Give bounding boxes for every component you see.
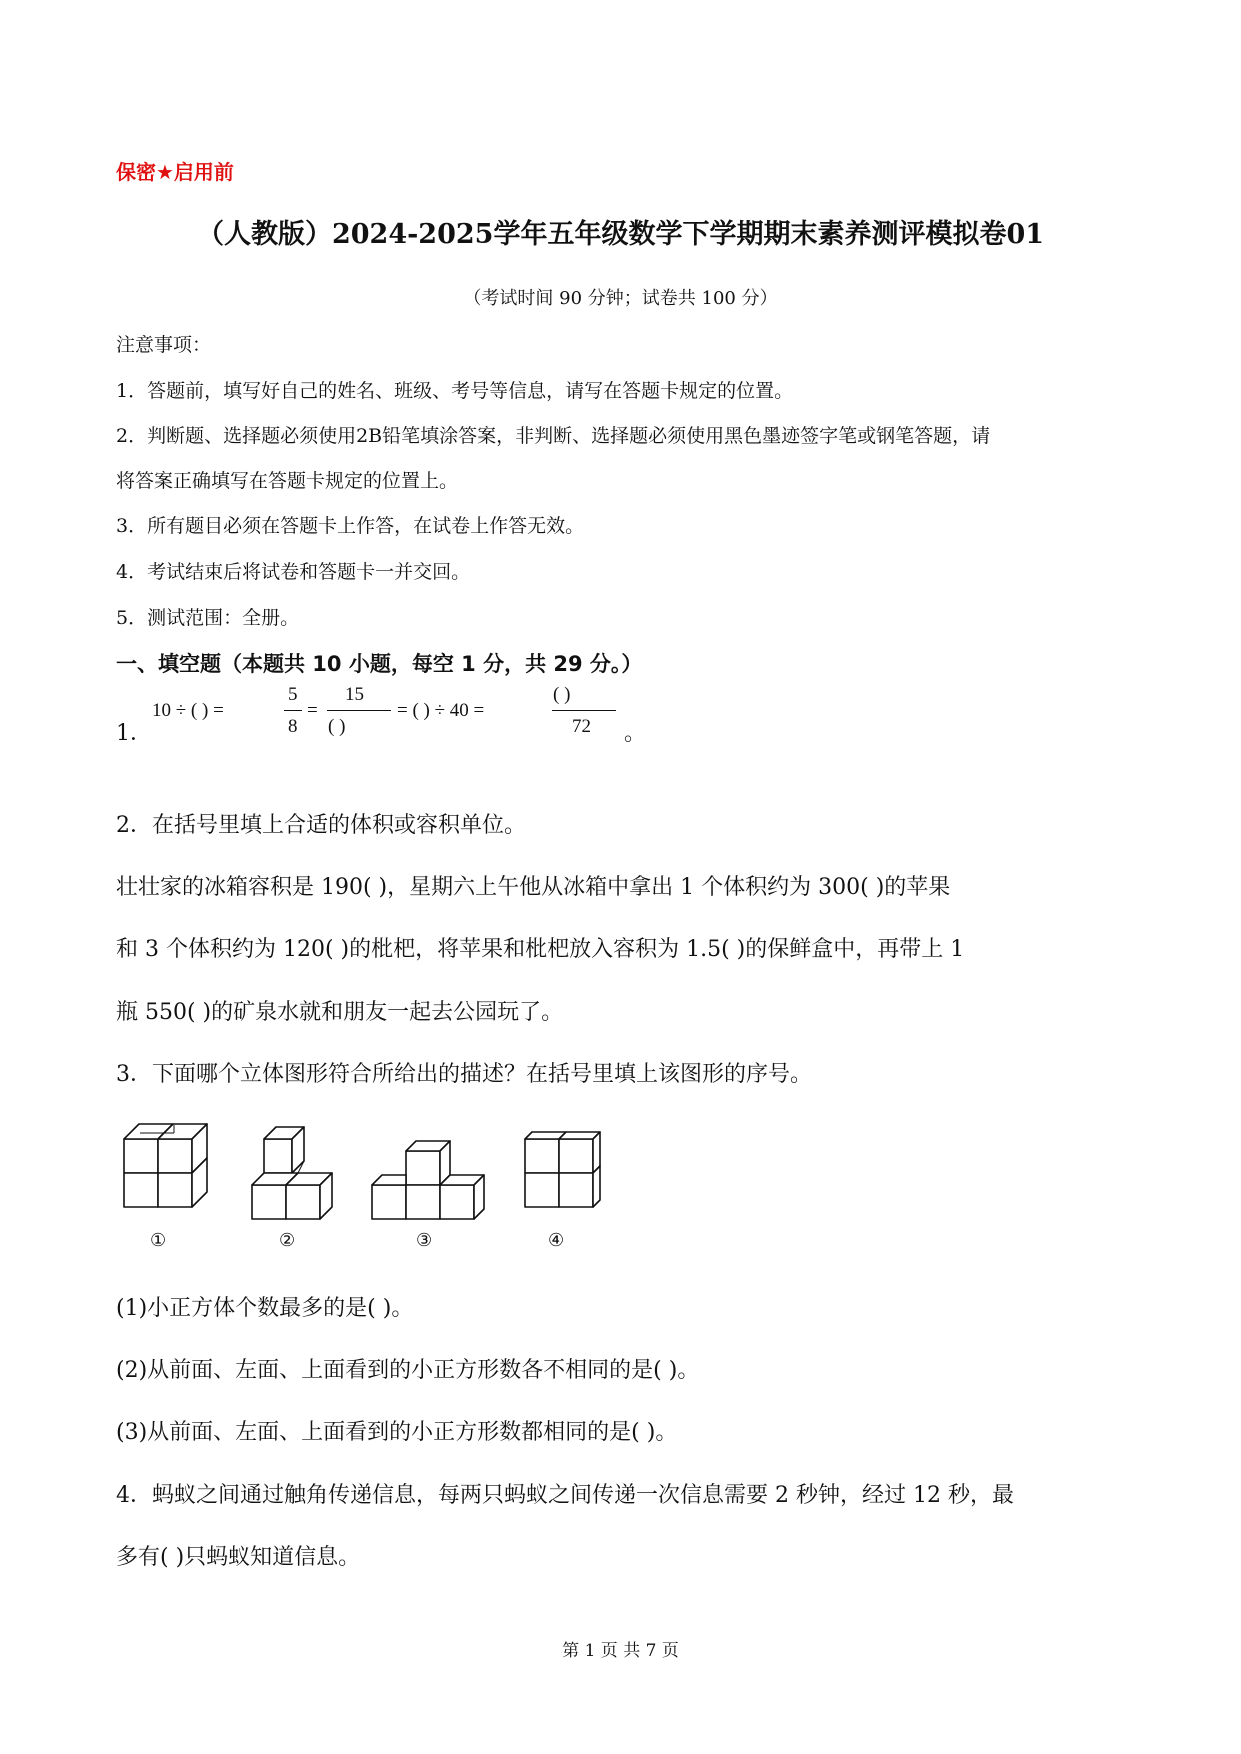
figure-caption: ② — [279, 1230, 296, 1251]
fraction-bar — [284, 710, 302, 711]
figure-2-l-shape — [252, 1127, 332, 1219]
question-text: 4．蚂蚁之间通过触角传递信息，每两只蚂蚁之间传递一次信息需要 2 秒钟，经过 12 秒，最 — [116, 1483, 1014, 1508]
question-text: (2)从前面、左面、上面看到的小正方形数各不相同的是( )。 — [116, 1358, 700, 1383]
section-heading: 一、填空题（本题共 10 小题，每空 1 分，共 29 分。） — [116, 652, 643, 676]
question-text: (1)小正方体个数最多的是( )。 — [116, 1296, 414, 1321]
fraction-numerator: 5 — [288, 684, 298, 705]
fraction-numerator: ( ) — [553, 684, 571, 705]
figure-caption: ③ — [416, 1230, 433, 1251]
figure-4-wall — [525, 1132, 600, 1207]
fraction-bar — [327, 710, 391, 711]
question-text: (3)从前面、左面、上面看到的小正方形数都相同的是( )。 — [116, 1420, 678, 1445]
note-item: 4．考试结束后将试卷和答题卡一并交回。 — [116, 561, 471, 583]
figure-3-t-shape — [372, 1141, 484, 1219]
question-text: 和 3 个体积约为 120( )的枇杷，将苹果和枇杷放入容积为 1.5( )的保鲜盒中，再带上 1 — [116, 937, 965, 962]
question-text: 多有( )只蚂蚁知道信息。 — [116, 1545, 361, 1570]
question-text: 壮壮家的冰箱容积是 190( )，星期六上午他从冰箱中拿出 1 个体积约为 300( )的苹果 — [116, 875, 951, 900]
notes-heading: 注意事项： — [116, 334, 212, 356]
q1-end: 。 — [624, 721, 647, 746]
figure-caption: ④ — [548, 1230, 565, 1251]
note-item: 将答案正确填写在答题卡规定的位置上。 — [116, 470, 459, 492]
fraction-denominator: 8 — [288, 716, 298, 737]
note-item: 2．判断题、选择题必须使用2B铅笔填涂答案，非判断、选择题必须使用黑色墨迹签字笔或钢笔答题，请 — [116, 425, 991, 447]
note-item: 1．答题前，填写好自己的姓名、班级、考号等信息，请写在答题卡规定的位置。 — [116, 380, 794, 402]
q1-expression-part: = ( ) ÷ 40 = — [397, 700, 485, 721]
fraction-bar — [552, 710, 616, 711]
fraction-numerator: 15 — [345, 684, 364, 705]
cube-figures — [110, 1115, 630, 1230]
question-number: 1． — [116, 721, 152, 746]
note-item: 5．测试范围：全册。 — [116, 607, 300, 629]
q1-equals: = — [307, 700, 318, 721]
confidential-label: 保密★启用前 — [116, 160, 234, 184]
note-item: 3．所有题目必须在答题卡上作答，在试卷上作答无效。 — [116, 515, 585, 537]
page-number: 第 1 页 共 7 页 — [562, 1641, 679, 1661]
figure-caption: ① — [150, 1230, 167, 1251]
question-text: 瓶 550( )的矿泉水就和朋友一起去公园玩了。 — [116, 1000, 564, 1025]
fraction-denominator: 72 — [572, 716, 591, 737]
q1-expression-part: 10 ÷ ( ) = — [152, 700, 224, 721]
page-title: （人教版）2024-2025学年五年级数学下学期期末素养测评模拟卷01 — [196, 219, 1045, 250]
exam-info: （考试时间 90 分钟；试卷共 100 分） — [463, 288, 778, 309]
question-text: 3．下面哪个立体图形符合所给出的描述？在括号里填上该图形的序号。 — [116, 1062, 812, 1087]
figure-1-cube-2x2x2 — [124, 1124, 207, 1207]
fraction-denominator: ( ) — [328, 716, 346, 737]
question-text: 2．在括号里填上合适的体积或容积单位。 — [116, 813, 526, 838]
